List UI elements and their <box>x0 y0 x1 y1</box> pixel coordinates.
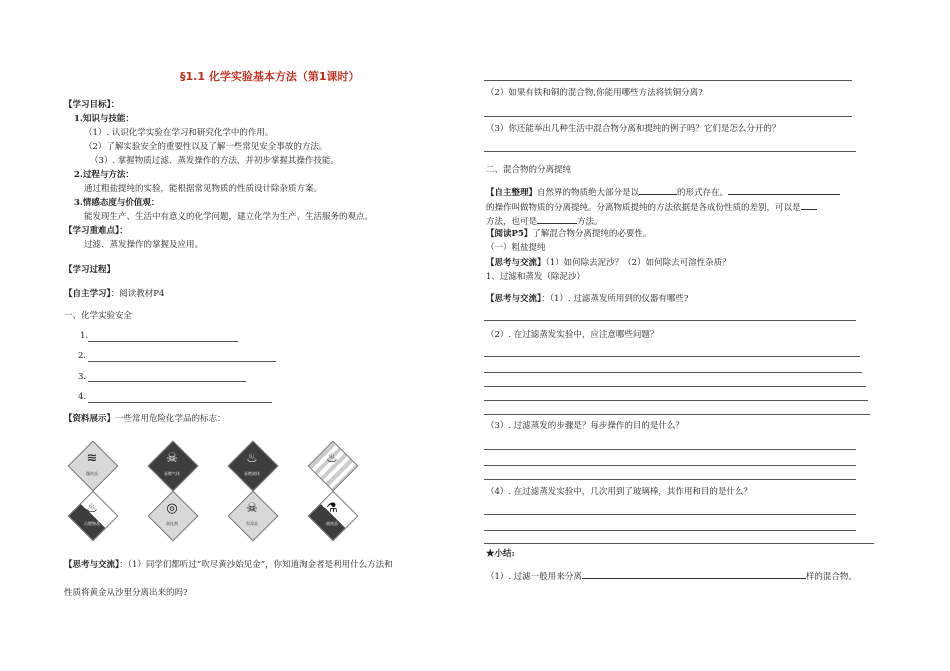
hazard-symbol-icon: ♨ <box>246 451 258 466</box>
hazard-label: 易燃液体 <box>244 471 260 476</box>
self-study-label: 【自主学习】 <box>64 289 111 299</box>
think-exchange-2-label: 【思考与交流】 <box>486 258 546 268</box>
toxic-gas-sign <box>148 441 196 489</box>
attitude-text: 能发现生产、生活中有意义的化学问题，建立化学为生产、生活服务的观点。 <box>84 212 374 222</box>
subsection-salt-purification: （一）粗盐提纯 <box>486 243 546 253</box>
knowledge-heading: 1.知识与技能： <box>74 114 134 124</box>
answer-line-q2[interactable] <box>484 116 852 117</box>
flammable-solid-sign <box>308 441 356 489</box>
think-exchange-text-cont: 性质将黄金从沙里分离出来的吗? <box>64 588 188 598</box>
answer-line-r2-1[interactable] <box>484 356 860 357</box>
question-2: （2）如果有铁和铜的混合物,你能用哪些方法将铁铜分离? <box>486 88 703 98</box>
section-1-heading: 一、化学实验安全 <box>64 311 133 321</box>
attitude-heading: 3.情感态度与价值观： <box>74 198 160 208</box>
think-exchange-3-text: ：（1）. 过滤蒸发所用到的仪器有哪些? <box>541 294 689 304</box>
answer-line-r2-4[interactable] <box>484 400 868 401</box>
fill-blank-operation[interactable] <box>728 186 840 195</box>
key-points-text: 过滤、蒸发操作的掌握及应用。 <box>84 240 204 250</box>
answer-line-r3-2[interactable] <box>484 465 856 466</box>
blank-line-3[interactable] <box>88 381 246 382</box>
answer-line-r4-3[interactable] <box>484 543 874 544</box>
fill-blank-method-b[interactable] <box>537 215 577 224</box>
answer-line-r2-5[interactable] <box>484 414 870 415</box>
self-study-text: ：阅读教材P4 <box>110 289 165 299</box>
item-filter-evaporate: 1、过滤和蒸发（除泥沙） <box>486 272 585 282</box>
corrosive-sign <box>308 491 356 539</box>
question-r3: （3）. 过滤蒸发的步骤是？每步操作的目的是什么？ <box>486 421 684 431</box>
objectives-heading: 【学习目标】： <box>64 100 120 110</box>
flammable-liquid-sign <box>228 441 276 489</box>
summary-item-1-text-b: 样的混合物。 <box>805 572 857 582</box>
self-organize-text-3a: 方法，也可是 <box>486 217 538 227</box>
fill-blank-mixture-type[interactable] <box>582 570 806 579</box>
self-organize-label: 【自主整理】 <box>486 188 538 198</box>
self-study-line <box>64 289 164 300</box>
hazard-symbol-icon: ◎ <box>166 501 178 516</box>
knowledge-item-2: （2）了解实验安全的重要性以及了解一些常见安全事故的方法。 <box>84 142 328 152</box>
diamond-shape <box>228 441 279 492</box>
think-exchange-text: ：（1）同学们都听过“吹尽黄沙始见金”，你知道淘金者是利用什么方法和 <box>119 560 393 570</box>
hazard-label: 腐蚀品 <box>326 521 338 526</box>
self-organize-text-2: 的操作叫做物质的分离提纯。分离物质提纯的方法依据是各成份性质的差别，可以是 <box>486 203 801 213</box>
answer-line-q3[interactable] <box>484 151 856 152</box>
question-3: （3）你还能举出几种生活中混合物分离和提纯的例子吗？它们是怎么分开的？ <box>486 124 781 134</box>
section-2-heading: 二、混合物的分离提纯 <box>486 165 572 175</box>
knowledge-item-3: （3）. 掌握物质过滤、蒸发操作的方法，并初步掌握其操作技能。 <box>90 156 339 166</box>
think-exchange-2-line <box>486 258 731 269</box>
data-display-label: 【资料展示】 <box>64 414 116 424</box>
diamond-shape <box>308 491 359 542</box>
summary-heading: ★小结: <box>486 549 515 559</box>
key-points-heading: 【学习重难点】： <box>64 226 128 236</box>
answer-line-r2-3[interactable] <box>484 386 866 387</box>
think-exchange-2-text: （1）如何除去泥沙？（2）如何除去可溶性杂质？ <box>545 258 731 268</box>
blank-line-2[interactable] <box>88 361 276 362</box>
hazard-signs-grid <box>68 441 378 551</box>
data-display-text: 一些常用危险化学品的标志： <box>115 414 226 424</box>
self-organize-line-1 <box>486 186 840 199</box>
self-organize-line-3 <box>486 215 603 228</box>
answer-line-r4-2[interactable] <box>484 530 856 531</box>
read-p5-text: 了解混合物分离提纯的必要性。 <box>532 229 652 239</box>
learning-process-heading: 【学习过程】 <box>64 265 116 275</box>
hazard-symbol-icon: ♨ <box>86 501 98 516</box>
toxic-sign <box>228 491 276 539</box>
think-exchange-line <box>64 560 393 571</box>
knowledge-item-1: （1）. 认识化学实验在学习和研究化学中的作用。 <box>84 128 274 138</box>
answer-line-r2-2[interactable] <box>484 372 862 373</box>
self-organize-text-3b: 方法。 <box>577 217 603 227</box>
flammable-gas-sign <box>68 441 116 489</box>
data-display-line <box>64 414 226 425</box>
blank-1-label: 1. <box>80 331 89 341</box>
blank-line-1[interactable] <box>88 341 238 342</box>
hazard-symbol-icon: ⚗ <box>326 501 338 516</box>
self-organize-text-1a: 自然界的物质绝大部分是以 <box>537 188 640 198</box>
hazard-label: 有毒品 <box>246 521 258 526</box>
answer-line-instruments[interactable] <box>484 320 856 321</box>
hazard-symbol-icon: ♨ <box>326 451 338 466</box>
read-p5-label: 【阅读P5】 <box>486 229 533 239</box>
blank-3-label: 3. <box>78 372 87 382</box>
blank-2-label: 2. <box>78 351 87 361</box>
answer-line-q1[interactable] <box>484 80 852 81</box>
diamond-shape <box>148 441 199 492</box>
answer-line-r3-3[interactable] <box>484 479 856 480</box>
hazard-symbol-icon: ≋ <box>86 451 98 466</box>
question-r2: （2）. 在过滤蒸发实验中，应注意哪些问题？ <box>486 330 659 340</box>
diamond-shape <box>228 491 279 542</box>
hazard-symbol-icon: ☠ <box>246 501 258 516</box>
summary-item-1-text-a: （1）. 过滤一般用来分离 <box>486 572 582 582</box>
hazard-label: 氧化剂 <box>166 521 178 526</box>
blank-4-label: 4. <box>78 392 87 402</box>
think-exchange-3-label: 【思考与交流】 <box>486 294 542 304</box>
fill-blank-mixture-form[interactable] <box>639 186 677 195</box>
answer-line-r3-1[interactable] <box>484 449 856 450</box>
diamond-shape <box>68 491 119 542</box>
summary-item-1 <box>486 570 857 583</box>
hazard-label: 爆炸品 <box>86 471 98 476</box>
blank-line-4[interactable] <box>88 402 272 403</box>
think-exchange-3-line <box>486 294 688 305</box>
spontaneous-combustion-sign <box>68 491 116 539</box>
process-method-text: 通过粗盐提纯的实验，能根据常见物质的性质设计除杂质方案。 <box>84 184 323 194</box>
diamond-shape <box>308 441 359 492</box>
page-title: §1.1 化学实验基本方法（第1课时） <box>180 70 360 83</box>
self-organize-line-2 <box>486 201 817 214</box>
hazard-symbol-icon: ☠ <box>166 451 178 466</box>
question-r4: （4）. 在过滤蒸发实验中，几次用到了玻璃棒，其作用和目的是什么？ <box>486 487 752 497</box>
think-exchange-label: 【思考与交流】 <box>64 560 120 570</box>
diamond-shape <box>148 491 199 542</box>
self-organize-text-1b: 的形式存在。 <box>677 188 729 198</box>
read-p5-line <box>486 229 651 240</box>
process-method-heading: 2.过程与方法： <box>74 170 134 180</box>
hazard-label: 自燃物品 <box>84 521 100 526</box>
oxidizer-sign <box>148 491 196 539</box>
hazard-label: 易燃气体 <box>164 471 180 476</box>
answer-line-r4-1[interactable] <box>484 514 856 515</box>
diamond-shape <box>68 441 119 492</box>
fill-blank-method-a[interactable] <box>801 201 817 210</box>
